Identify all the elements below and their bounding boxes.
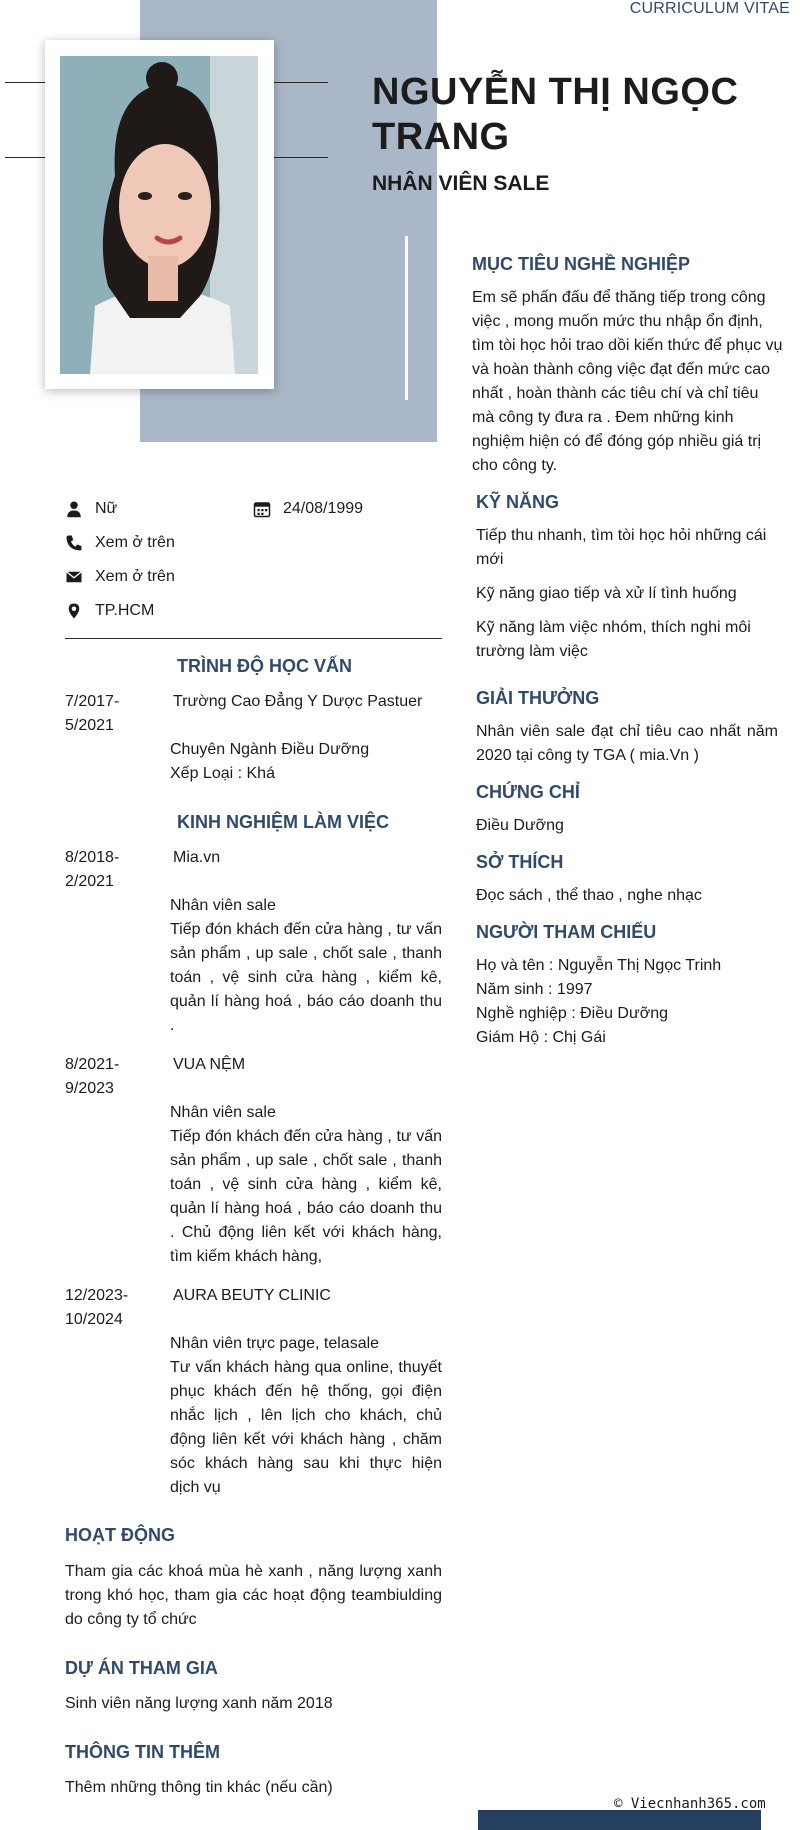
reference-line: Nghề nghiệp : Điều Dưỡng <box>476 1005 668 1022</box>
education-date: 7/2017-5/2021 <box>65 693 120 734</box>
experience-company: VUA NỆM <box>173 1056 246 1073</box>
experience-role: Nhân viên sale <box>170 1104 276 1121</box>
experience-date: 8/2021-9/2023 <box>65 1056 120 1097</box>
experience-company: AURA BEUTY CLINIC <box>173 1287 331 1304</box>
extra-info-title: THÔNG TIN THÊM <box>65 1742 220 1762</box>
gender-row <box>65 500 117 518</box>
extra-info-text: Thêm những thông tin khác (nếu cần) <box>65 1779 333 1796</box>
experience-role: Nhân viên sale <box>170 897 276 914</box>
skill-item: Tiếp thu nhanh, tìm tòi học hỏi những cái mới <box>476 527 767 568</box>
footer-bar <box>478 1810 761 1830</box>
hobbies-text: Đọc sách , thể thao , nghe nhạc <box>476 887 702 904</box>
experience-company: Mia.vn <box>173 849 221 866</box>
objective-text: Em sẽ phấn đấu để thăng tiếp trong công việc , mong muốn mức thu nhập ổn định, tìm tòi học hỏi trao dồi kiến thức để phục vụ và hoàn thành công việc đạt đến mức cao nhất , hoàn thành các tiêu chí và chỉ tiêu mà công ty đưa ra . Đem những kinh nghiệm hiện có để đóng góp nhiều giá trị cho công ty. <box>472 289 783 474</box>
calendar-icon <box>253 500 271 518</box>
experience-role: Nhân viên trực page, telasale <box>170 1335 380 1352</box>
experience-date: 12/2023-10/2024 <box>65 1287 129 1328</box>
projects-title: DỰ ÁN THAM GIA <box>65 1658 218 1678</box>
objective-title: MỤC TIÊU NGHỀ NGHIỆP <box>472 254 691 274</box>
birthday-value: 24/08/1999 <box>283 500 364 517</box>
experience-description: Tư vấn khách hàng qua online, thuyết phục khách đến hệ thống, gọi điện nhắc lịch , lên lịch cho khách, chủ động liên kết với khách hàng , chăm sóc khách hàng sau khi thực hiện dịch vụ <box>170 1359 442 1496</box>
profile-photo-frame <box>45 40 274 389</box>
awards-title: GIẢI THƯỞNG <box>476 688 600 708</box>
user-icon <box>65 500 83 518</box>
projects-text: Sinh viên năng lượng xanh năm 2018 <box>65 1695 333 1712</box>
activities-text: Tham gia các khoá mùa hè xanh , năng lượng xanh trong khó học, tham gia các hoạt động teambiulding do công ty tổ chức <box>65 1563 442 1628</box>
experience-description: Tiếp đón khách đến cửa hàng , tư vấn sản phẩm , up sale , chốt sale , thanh toán , vệ sinh cửa hàng , kiểm kê, quản lí hàng hoá , báo cáo doanh thu . <box>170 921 442 1034</box>
candidate-name: NGUYỄN THỊ NGỌC TRANG <box>372 71 739 158</box>
awards-text: Nhân viên sale đạt chỉ tiêu cao nhất năm 2020 tại công ty TGA ( mia.Vn ) <box>476 723 778 764</box>
gender-value: Nữ <box>95 500 118 517</box>
portrait-illustration <box>60 56 258 374</box>
phone-row <box>65 534 175 552</box>
footer-credit: © Viecnhanh365.com <box>614 1796 766 1812</box>
email-row <box>65 568 175 586</box>
profile-photo <box>60 56 258 374</box>
phone-value: Xem ở trên <box>95 534 175 551</box>
education-title: TRÌNH ĐỘ HỌC VẤN <box>177 656 352 676</box>
skills-title: KỸ NĂNG <box>476 492 560 512</box>
experience-title: KINH NGHIỆM LÀM VIỆC <box>177 812 390 832</box>
address-row <box>65 602 154 620</box>
experience-date: 8/2018-2/2021 <box>65 849 120 890</box>
address-value: TP.HCM <box>95 602 155 619</box>
divider-line <box>65 638 442 639</box>
email-value: Xem ở trên <box>95 568 175 585</box>
certificates-text: Điều Dưỡng <box>476 817 564 834</box>
education-school: Trường Cao Đẳng Y Dược Pastuer <box>173 693 423 710</box>
experience-description: Tiếp đón khách đến cửa hàng , tư vấn sản phẩm , up sale , chốt sale , thanh toán , vệ sinh cửa hàng , kiểm kê, quản lí hàng hoá , báo cáo doanh thu . Chủ động liên kết với khách hàng, tìm kiếm khách hàng, <box>170 1128 442 1265</box>
activities-title: HOẠT ĐỘNG <box>65 1525 175 1545</box>
reference-line: Năm sinh : 1997 <box>476 981 593 998</box>
hobbies-title: SỞ THÍCH <box>476 852 564 872</box>
skill-item: Kỹ năng giao tiếp và xử lí tình huống <box>476 585 737 602</box>
reference-line: Giám Hộ : Chị Gái <box>476 1029 606 1046</box>
education-major: Chuyên Ngành Điều Dưỡng <box>170 741 370 758</box>
skill-item: Kỹ năng làm việc nhóm, thích nghi môi trường làm việc <box>476 619 751 660</box>
vertical-accent-line <box>405 236 408 400</box>
mail-icon <box>65 568 83 586</box>
certificates-title: CHỨNG CHỈ <box>476 782 580 802</box>
phone-icon <box>65 534 83 552</box>
education-grade: Xếp Loại : Khá <box>170 765 275 782</box>
references-title: NGƯỜI THAM CHIẾU <box>476 922 657 942</box>
location-pin-icon <box>65 602 83 620</box>
candidate-position: NHÂN VIÊN SALE <box>372 172 550 195</box>
reference-line: Họ và tên : Nguyễn Thị Ngọc Trinh <box>476 957 722 974</box>
birthday-row <box>253 500 363 518</box>
cv-label: CURRICULUM VITAE <box>629 0 790 17</box>
